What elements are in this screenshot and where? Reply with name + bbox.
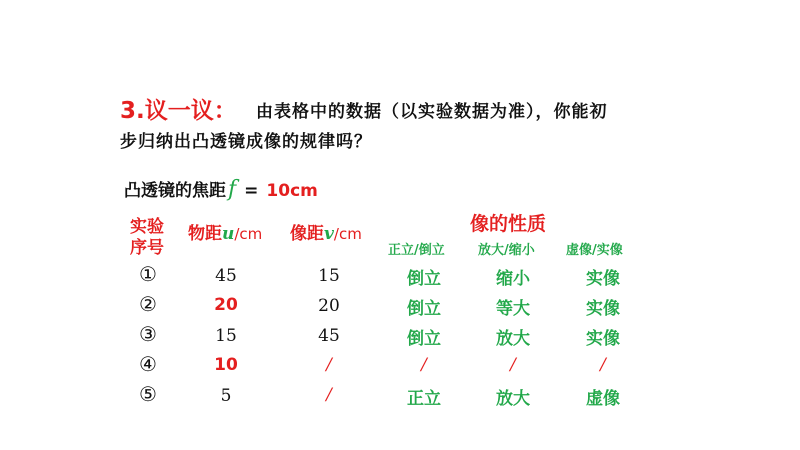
row-5-u: 5 (220, 386, 232, 406)
row-1-size: 缩小 (496, 269, 530, 289)
row-3-orientation: 倒立 (407, 329, 441, 349)
question-text-line-1: 由表格中的数据（以实验数据为准），你能初 (256, 102, 608, 122)
row-3-v: 45 (318, 326, 340, 346)
header-image-nature: 像的性质 (470, 213, 547, 235)
question-text-line-2: 步归纳出凸透镜成像的规律吗？ (120, 132, 372, 152)
focal-length-label: 凸透镜的焦距 (124, 181, 226, 201)
header-object-var: u (222, 224, 235, 244)
focal-symbol: f (228, 177, 237, 202)
row-3-number: ③ (139, 322, 157, 346)
header-experiment-line-1: 实验 (130, 217, 164, 237)
row-2-size: 等大 (496, 299, 530, 319)
row-1-u: 45 (215, 266, 237, 286)
row-2-u: 20 (214, 295, 238, 315)
row-4-kind: / (600, 355, 606, 375)
header-object-distance (188, 219, 262, 244)
row-2-orientation: 倒立 (407, 299, 441, 319)
header-image-var: v (324, 224, 334, 244)
row-5-orientation: 正立 (407, 389, 441, 409)
row-3-size: 放大 (496, 329, 530, 349)
row-4-orientation: / (421, 355, 427, 375)
subheader-orientation: 正立/倒立 (388, 243, 445, 258)
row-3-u: 15 (215, 326, 237, 346)
row-1-number: ① (139, 262, 157, 286)
row-1-orientation: 倒立 (407, 269, 441, 289)
row-2-kind: 实像 (586, 299, 620, 319)
header-image-distance (290, 219, 362, 244)
row-5-v: / (326, 385, 332, 405)
header-object-distance-label: 物距 (188, 224, 222, 244)
row-4-v: / (326, 355, 332, 375)
header-image-unit: /cm (333, 225, 362, 243)
row-5-number: ⑤ (139, 382, 157, 406)
focal-equals: = (244, 181, 259, 201)
subheader-size: 放大/缩小 (478, 243, 535, 258)
row-5-size: 放大 (496, 389, 530, 409)
row-5-kind: 虚像 (586, 389, 620, 409)
row-3-kind: 实像 (586, 329, 620, 349)
row-2-v: 20 (318, 296, 340, 316)
focal-length-line (124, 176, 318, 202)
row-4-u: 10 (214, 355, 238, 375)
row-4-number: ④ (139, 352, 157, 376)
question-title: 3.议一议： (120, 98, 237, 124)
header-experiment-line-2: 序号 (130, 238, 164, 258)
row-4-size: / (510, 355, 516, 375)
focal-length-value: 10cm (266, 181, 318, 201)
header-image-distance-label: 像距 (290, 224, 324, 244)
row-1-kind: 实像 (586, 269, 620, 289)
header-object-unit: /cm (234, 225, 263, 243)
row-1-v: 15 (318, 266, 340, 286)
row-2-number: ② (139, 292, 157, 316)
subheader-kind: 虚像/实像 (566, 243, 623, 258)
